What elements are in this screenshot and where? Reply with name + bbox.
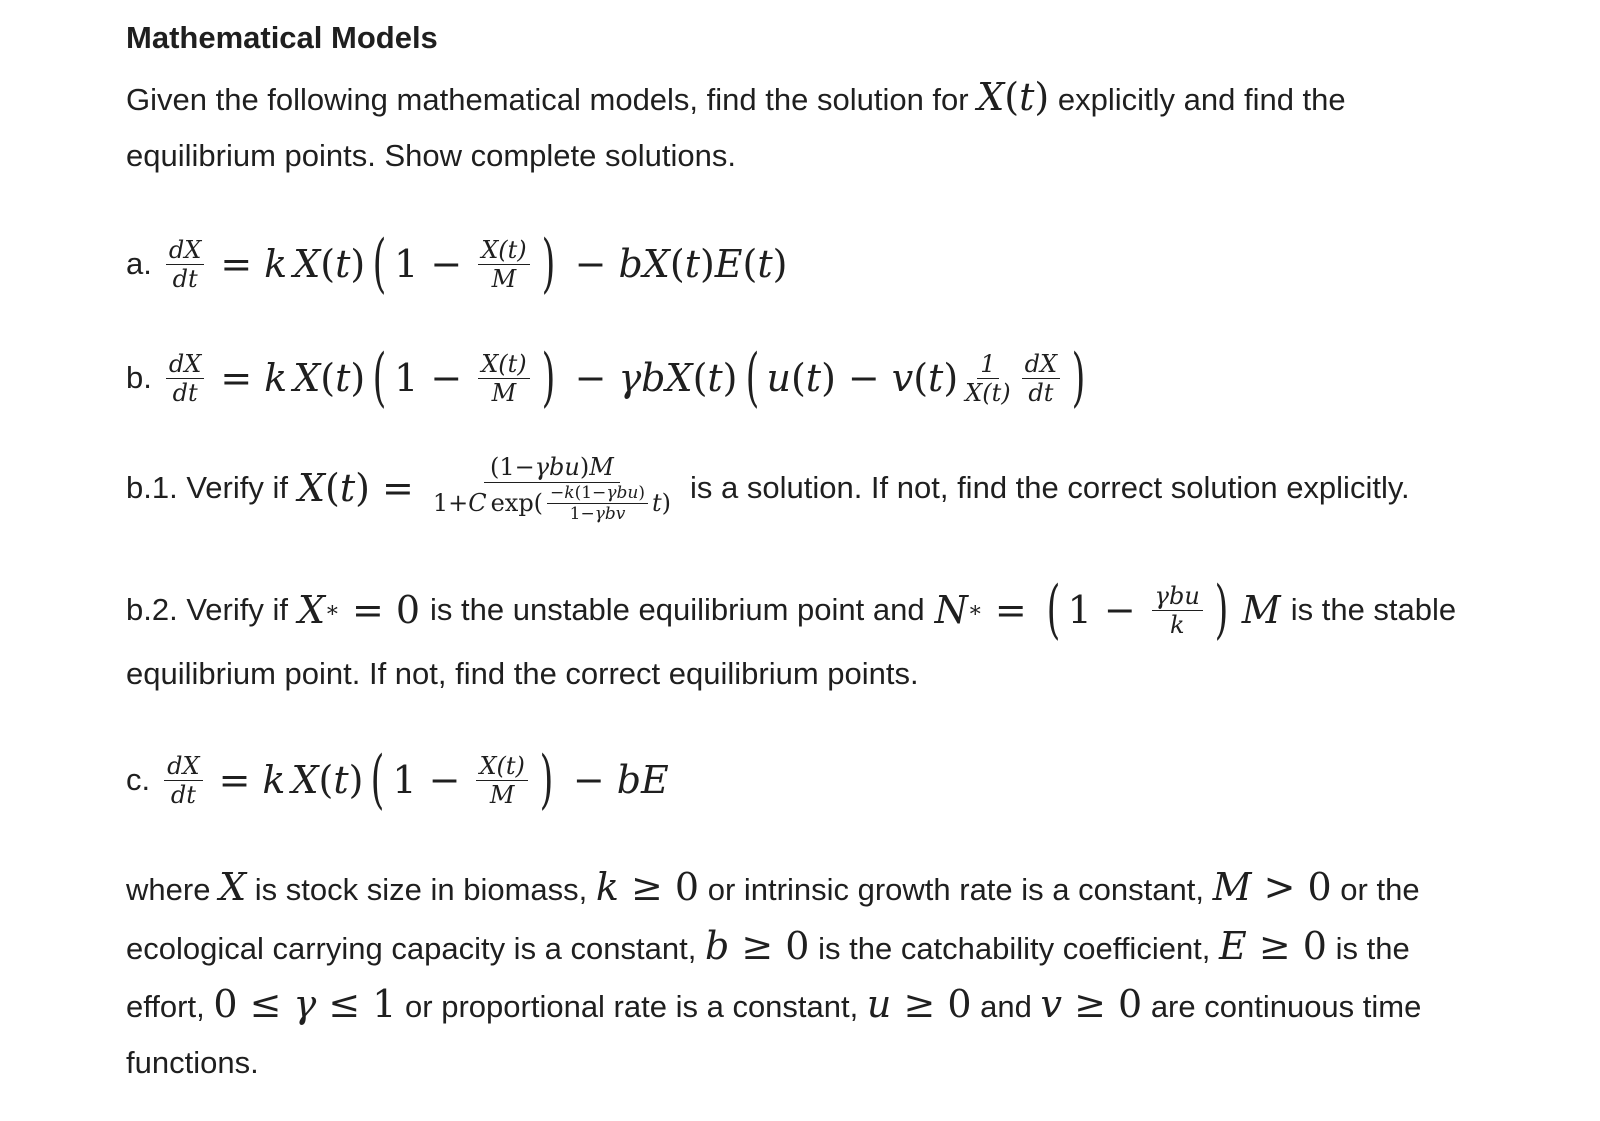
footer-line-4: functions. — [126, 1045, 259, 1080]
intro-text-2: explicitly and find the — [1057, 82, 1346, 117]
b1-prefix: b.1. Verify if — [126, 470, 288, 505]
equation-a: a. $\frac{dX}{dt}$ = k X ( t ) ( 1 − $\frac{X(t)}{M}$ ) − bX ( t ) E ( t ) — [126, 227, 788, 301]
intro-text-1: Given the following mathematical models, find the solution for — [126, 82, 969, 117]
footer-line-3: effort, 0 ≤ γ ≤ 1 or proportional rate is a constant, u ≥ 0 and v ≥ 0 are continuous time — [126, 982, 1422, 1026]
footer-line-1: where X is stock size in biomass, k ≥ 0 or intrinsic growth rate is a constant, M > 0 or the — [126, 865, 1420, 909]
b1-suffix: is a solution. If not, find the correct solution explicitly. — [689, 470, 1410, 505]
label-a: a. — [126, 246, 152, 281]
b2-mid: is the unstable equilibrium point and — [430, 592, 925, 627]
item-b1: b.1. Verify if X ( t ) = (1−γbu)M 1+ C exp( $\frac{\text{−k(1−γbu)}}{\text{1−γbv}}$ t ) is a solution. If not, find the correct solution explicitly. — [126, 452, 1410, 524]
item-b2: b.2. Verify if X ∗ = 0 is the unstable equilibrium point and N ∗ = ( 1 − $\frac{\text{γbu}}{k}$ ) M is the stable — [126, 573, 1457, 647]
intro-line-1: Given the following mathematical models, find the solution for X(t) explicitly and find the — [126, 75, 1346, 119]
label-c: c. — [126, 762, 151, 797]
equation-c: c. $\frac{dX}{dt}$ = k X ( t ) ( 1 − $\frac{X(t)}{M}$ ) − bE — [126, 743, 669, 817]
b2-line-2: equilibrium point. If not, find the correct equilibrium points. — [126, 656, 919, 691]
footer-line-2: ecological carrying capacity is a constant, b ≥ 0 is the catchability coefficient, E ≥ 0 is the — [126, 924, 1410, 968]
label-b: b. — [126, 360, 152, 395]
page-title: Mathematical Models — [126, 20, 438, 55]
b2-suffix: is the stable — [1290, 592, 1457, 627]
b2-prefix: b.2. Verify if — [126, 592, 288, 627]
intro-line-2: equilibrium points. Show complete solutions. — [126, 138, 736, 173]
equation-b: b. $\frac{dX}{dt}$ = k X ( t ) ( 1 − $\frac{X(t)}{M}$ ) − γbX ( t ) ( u ( t ) − v ( t ) $\frac{1}{X(t)}$ $\frac{dX}{dt}$ ) — [126, 341, 1086, 415]
math-Xt: X — [977, 75, 1005, 119]
